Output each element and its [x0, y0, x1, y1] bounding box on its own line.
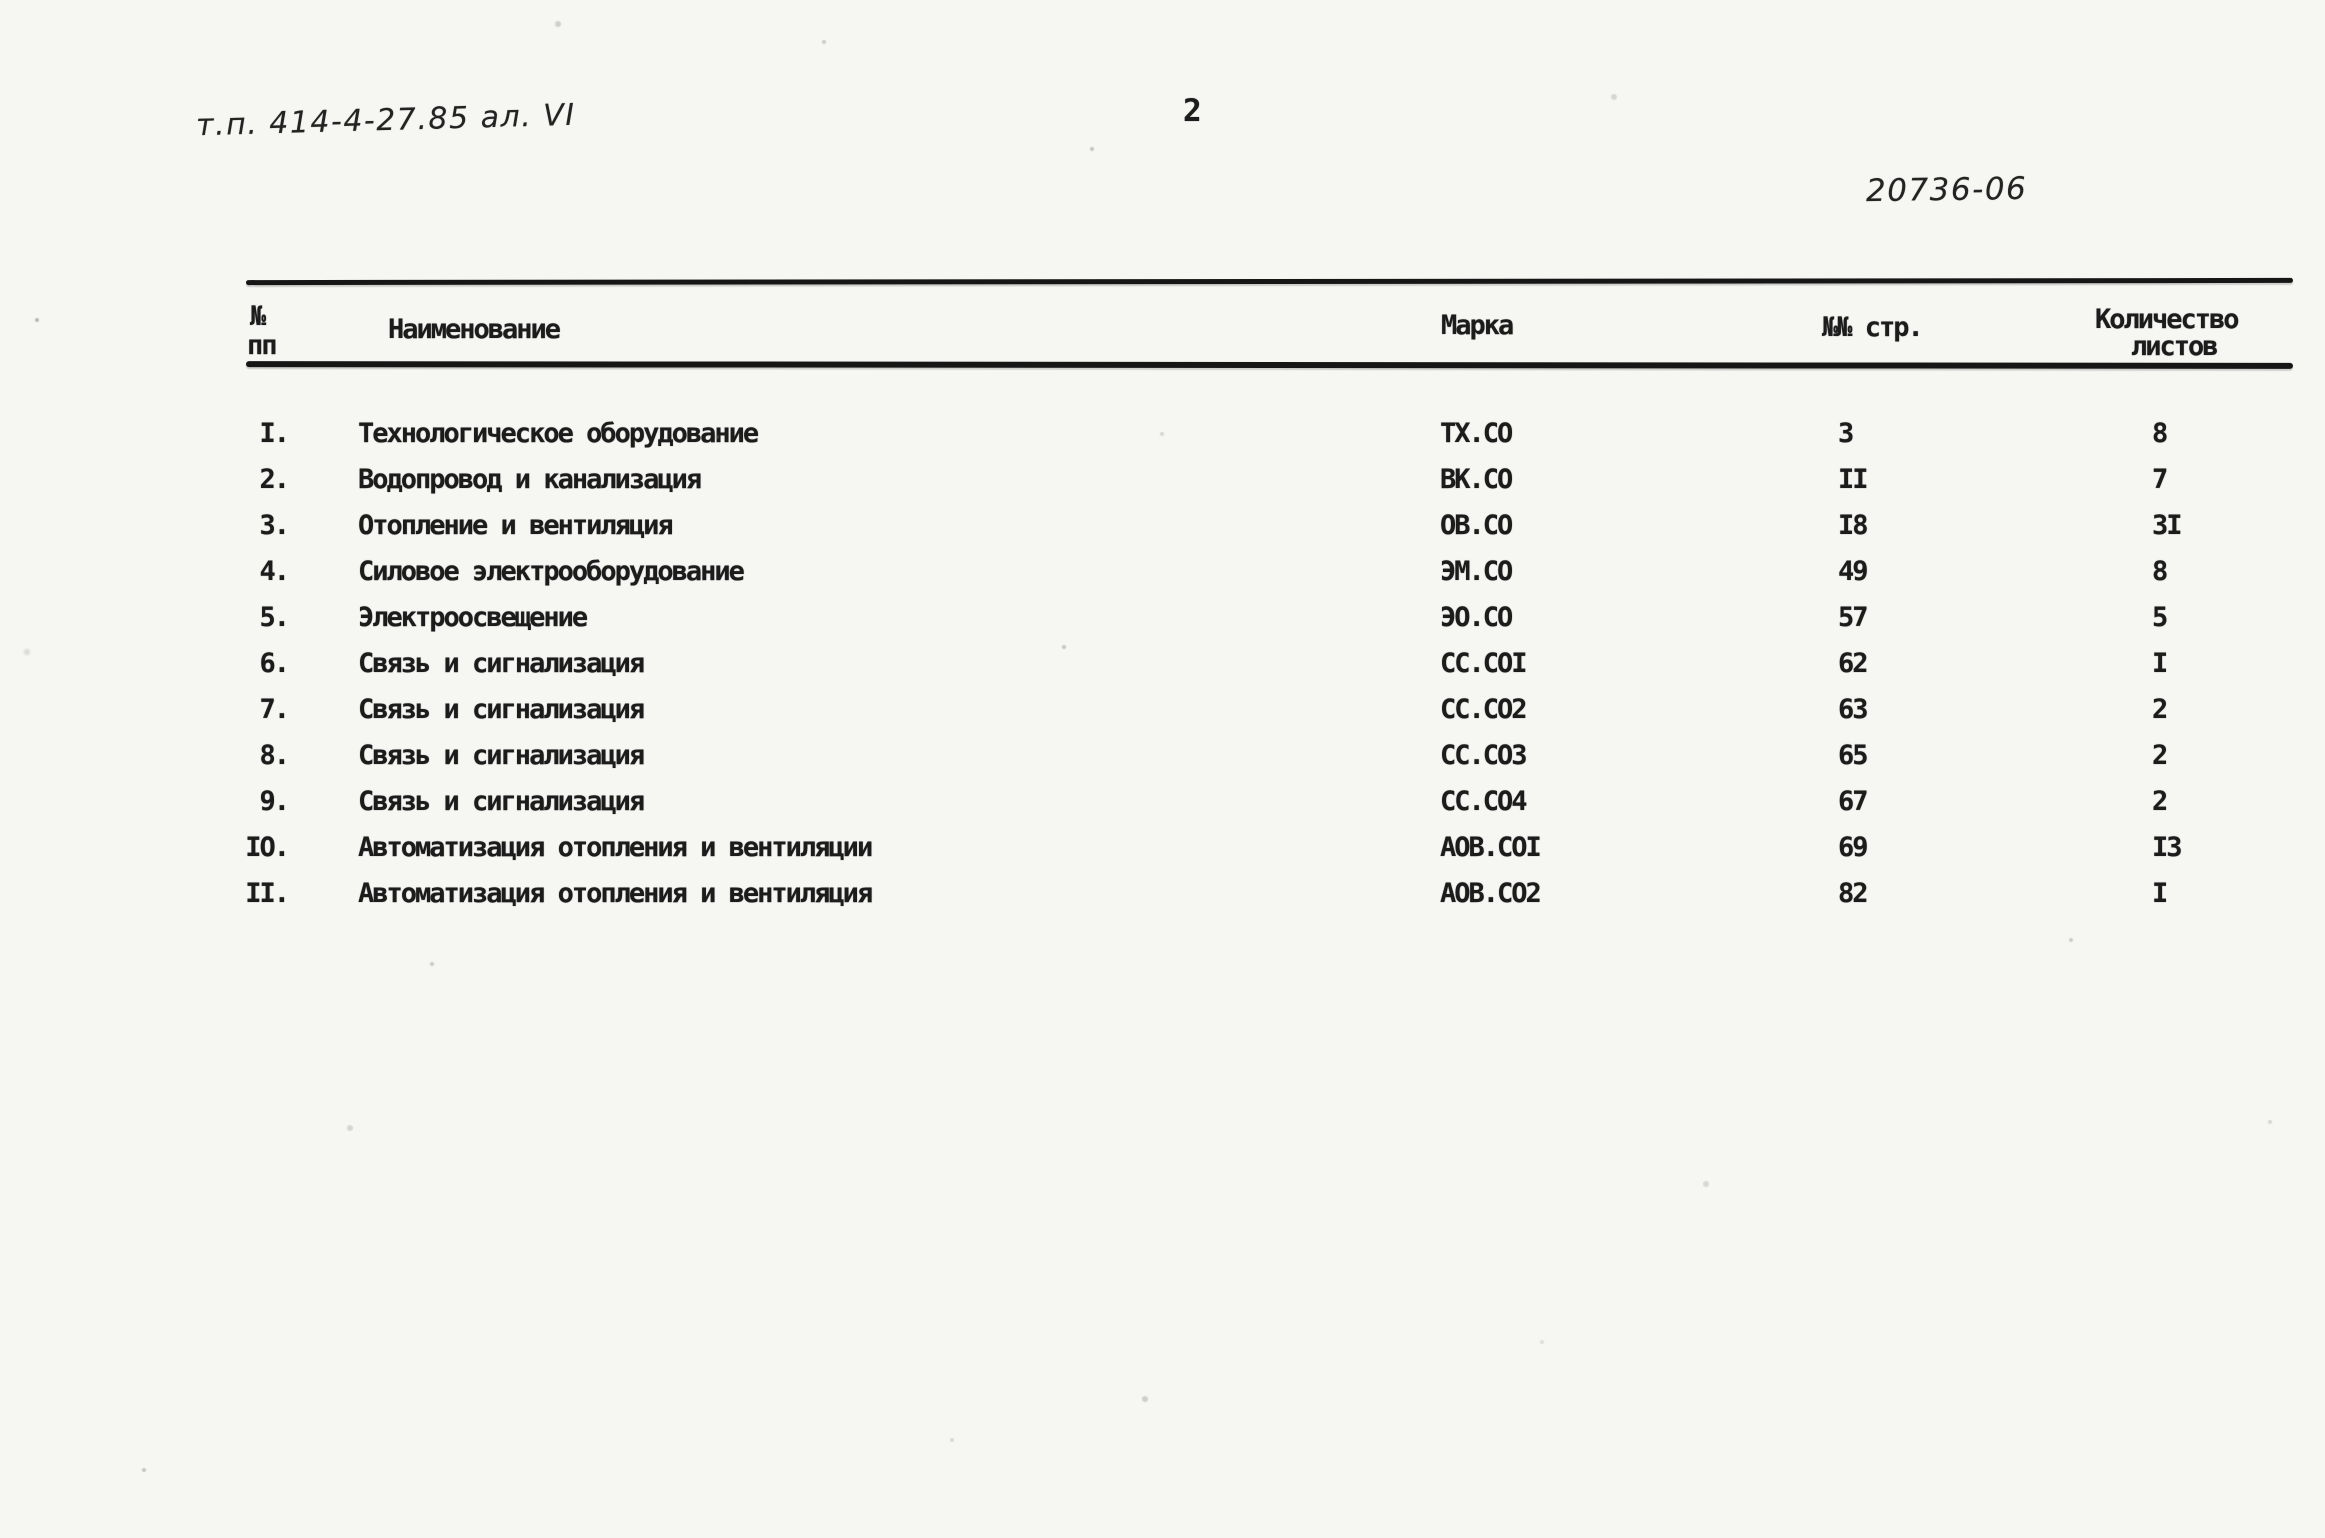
row-number: I.	[259, 418, 288, 449]
table-row	[0, 786, 2325, 822]
row-page: 82	[1838, 878, 1867, 909]
table-row	[0, 648, 2325, 684]
row-page: 63	[1838, 694, 1867, 725]
row-page: I8	[1838, 510, 1867, 541]
row-mark: ВК.СО	[1440, 464, 1512, 495]
table-row	[0, 740, 2325, 776]
row-name: Автоматизация отопления и вентиляции	[358, 832, 872, 863]
row-sheets: I3	[2152, 832, 2181, 863]
row-page: 69	[1838, 832, 1867, 863]
header-pages: №№ стр.	[1822, 312, 1922, 343]
row-number: 2.	[259, 464, 288, 495]
row-number: 4.	[259, 556, 288, 587]
table-row	[0, 556, 2325, 592]
row-page: 65	[1838, 740, 1867, 771]
row-sheets: 7	[2152, 464, 2167, 495]
row-sheets: 2	[2152, 694, 2167, 725]
row-name: Силовое электрооборудование	[358, 556, 743, 587]
row-page: II	[1838, 464, 1867, 495]
row-number: II.	[245, 878, 288, 909]
row-name: Автоматизация отопления и вентиляция	[358, 878, 872, 909]
handwritten-doc-number: 20736-06	[1865, 170, 2028, 210]
row-number: 3.	[259, 510, 288, 541]
row-mark: ТХ.СО	[1440, 418, 1512, 449]
row-mark: ЭМ.СО	[1440, 556, 1512, 587]
table-row	[0, 694, 2325, 730]
row-number: 6.	[259, 648, 288, 679]
row-sheets: 8	[2152, 556, 2167, 587]
row-page: 57	[1838, 602, 1867, 633]
table-row	[0, 464, 2325, 500]
row-name: Связь и сигнализация	[358, 694, 644, 725]
table-row	[0, 878, 2325, 914]
row-name: Связь и сигнализация	[358, 786, 644, 817]
row-name: Связь и сигнализация	[358, 648, 644, 679]
header-num-line2: пп	[247, 330, 276, 361]
header-name: Наименование	[388, 314, 560, 345]
row-mark: СС.СОI	[1440, 648, 1526, 679]
row-sheets: 2	[2152, 740, 2167, 771]
row-mark: АОВ.СО2	[1440, 878, 1540, 909]
row-mark: СС.СО4	[1440, 786, 1526, 817]
row-number: 5.	[259, 602, 288, 633]
header-sheets-line2: листов	[2131, 331, 2217, 362]
row-sheets: 5	[2152, 602, 2167, 633]
row-number: 8.	[259, 740, 288, 771]
row-page: 3	[1838, 418, 1853, 449]
header-num-line1: №	[250, 301, 265, 332]
table-row	[0, 510, 2325, 546]
row-sheets: 2	[2152, 786, 2167, 817]
row-sheets: 3I	[2152, 510, 2181, 541]
row-page: 67	[1838, 786, 1867, 817]
page-number: 2	[1183, 93, 1202, 129]
row-name: Водопровод и канализация	[358, 464, 701, 495]
row-number: 7.	[259, 694, 288, 725]
scan-noise-speckles	[0, 0, 4, 4]
row-name: Технологическое оборудование	[358, 418, 758, 449]
row-page: 49	[1838, 556, 1867, 587]
row-sheets: 8	[2152, 418, 2167, 449]
header-mark: Марка	[1441, 310, 1513, 341]
row-page: 62	[1838, 648, 1867, 679]
row-sheets: I	[2152, 648, 2167, 679]
table-row	[0, 832, 2325, 868]
row-name: Связь и сигнализация	[358, 740, 644, 771]
row-number: 9.	[259, 786, 288, 817]
row-name: Отопление и вентиляция	[358, 510, 672, 541]
row-sheets: I	[2152, 878, 2167, 909]
row-mark: ОВ.СО	[1440, 510, 1512, 541]
row-mark: СС.СО3	[1440, 740, 1526, 771]
row-number: IО.	[245, 832, 288, 863]
row-name: Электроосвещение	[358, 602, 587, 633]
handwritten-project-code: т.п. 414-4-27.85 ал. VI	[195, 97, 577, 144]
row-mark: СС.СО2	[1440, 694, 1526, 725]
row-mark: АОВ.СОI	[1440, 832, 1540, 863]
row-mark: ЭО.СО	[1440, 602, 1512, 633]
table-row	[0, 602, 2325, 638]
table-row	[0, 418, 2325, 454]
header-sheets-line1: Количество	[2095, 304, 2238, 335]
